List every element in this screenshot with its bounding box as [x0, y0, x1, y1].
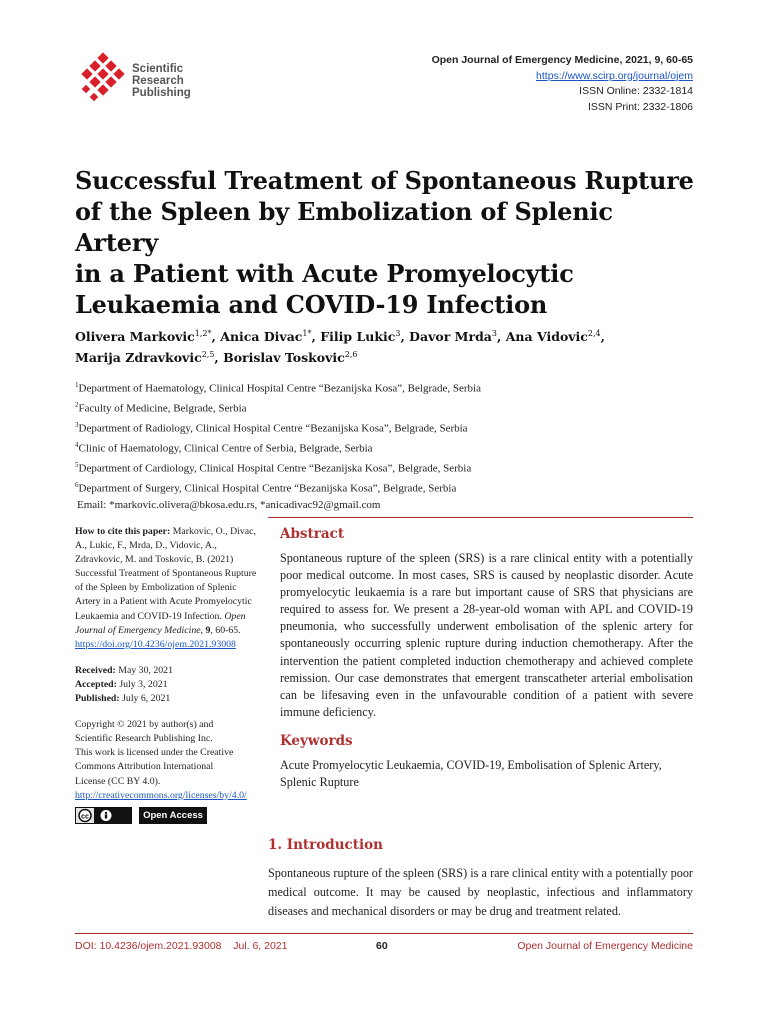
received-label: Received:	[75, 664, 116, 676]
title-line: Successful Treatment of Spontaneous Rupture	[75, 166, 694, 195]
author-list	[75, 325, 695, 367]
svg-text:cc: cc	[81, 813, 89, 821]
introduction-text: Spontaneous rupture of the spleen (SRS) is a rare clinical entity with a potentially poor medical outcome. It may be caused by neoplastic, infectious and inflammatory diseases and mechanical disorders or may be drug and treatment related.	[268, 866, 693, 918]
issn-online: ISSN Online: 2332-1814	[579, 85, 693, 97]
citation-volume: 9	[205, 624, 211, 636]
title-line: Leukaemia and COVID-19 Infection	[75, 290, 548, 319]
citation-text: Markovic, O., Divac, A., Lukic, F., Mrda, D., Vidovic, A., Zdravkovic, M. and Toskovic, B. (2021) Successful Treatment of Spontaneous Rupture of the Spleen by Embolization of Splenic Artery in a Patient with Acute Promyelocytic Leukaemia and COVID-19 Infection.	[75, 526, 257, 622]
author-separator: ,	[214, 350, 224, 366]
keywords-text: Acute Promyelocytic Leukaemia, COVID-19, Embolisation of Splenic Artery, Splenic Rupture	[280, 757, 662, 790]
paper-title	[75, 165, 695, 320]
license-badges	[75, 807, 262, 825]
abstract-text: Spontaneous rupture of the spleen (SRS) is a rare clinical entity with a potentially poor medical outcome. In most cases, SRS is caused by neoplastic disorder. Acute promyelocytic leukaemia is a rare but important cause of SRS that physicians are required to assess for. We present a 28-year-old woman with APL and COVID-19 pneumonia, who successfully underwent embolisation of the splenic artery for spontaneously occurring splenic rupture during induction chemotherapy. After the intervention the patient completed induction chemotherapy and achieved complete remission. Our case demonstrates that emergent transcatheter arterial embolisation can be lifesaving even in the unfavourable condition of a patient with severe immune deficiency.	[280, 551, 693, 719]
cc-by-icon	[76, 808, 131, 823]
copyright-block	[75, 718, 262, 825]
section-divider	[268, 517, 693, 518]
citation-doi-link[interactable]: https://doi.org/10.4236/ojem.2021.93008	[75, 638, 236, 650]
title-line: of the Spleen by Embolization of Splenic Artery	[75, 197, 613, 257]
affiliation-text: Clinic of Haematology, Clinical Centre of Serbia, Belgrade, Serbia	[78, 442, 373, 455]
affiliation-number: 5	[75, 460, 79, 469]
author-separator: ,	[400, 329, 410, 345]
abstract-heading: Abstract	[280, 526, 345, 542]
received-date	[75, 664, 262, 678]
published-date	[75, 692, 262, 706]
copyright-line: This work is licensed under the Creative	[75, 747, 234, 759]
corresponding-email: Email: *markovic.olivera@bkosa.edu.rs, *anicadivac92@gmail.com	[77, 498, 381, 511]
introduction-section	[268, 835, 693, 921]
affiliation-item	[75, 377, 695, 397]
citation-block: How to cite this paper: Markovic, O., Divac, A., Lukic, F., Mrda, D., Vidovic, A., Zdravkovic, M. and Toskovic, B. (2021) Successful Treatment of Spontaneous Rupture of the Spleen by Embolization of Splenic Artery in a Patient with Acute Promyelocytic Leukaemia and COVID-19 Infection. Open Journal of Emergency Medicine, 9, 60-65. https://doi.org/10.4236/ojem.2021.93008	[75, 526, 257, 650]
license-link[interactable]: http://creativecommons.org/licenses/by/4.0/	[75, 789, 247, 801]
footer-divider	[75, 933, 693, 934]
author-affiliation-mark: 2,4	[587, 329, 601, 338]
author-line	[75, 325, 695, 346]
publisher-name-line: Scientific	[132, 63, 184, 75]
affiliation-item	[75, 417, 695, 437]
author-name: Olivera Markovic	[75, 329, 195, 345]
publisher-name	[132, 63, 191, 99]
title-line: in a Patient with Acute Promyelocytic	[75, 259, 574, 288]
footer-journal: Open Journal of Emergency Medicine	[517, 940, 693, 952]
affiliation-text: Department of Radiology, Clinical Hospital Centre “Bezanijska Kosa”, Belgrade, Serbia	[78, 422, 468, 435]
author-separator: ,	[600, 329, 605, 345]
affiliation-text: Department of Cardiology, Clinical Hospital Centre “Bezanijska Kosa”, Belgrade, Serbia	[78, 462, 472, 475]
publisher-logo	[77, 52, 207, 112]
affiliation-number: 1	[75, 381, 79, 389]
journal-citation: Open Journal of Emergency Medicine, 2021, 9, 60-65	[431, 54, 693, 66]
author-affiliation-mark: 1*	[302, 329, 312, 338]
author-name: Ana Vidovic	[505, 329, 588, 345]
published-value: July 6, 2021	[122, 693, 171, 705]
citation-journal: Open Journal of Emergency Medicine	[75, 610, 246, 636]
author-affiliation-mark: 2,6	[344, 350, 358, 360]
author-separator: ,	[311, 329, 321, 345]
journal-url-link[interactable]: https://www.scirp.org/journal/ojem	[536, 69, 693, 82]
citation-pages: , 60-65.	[210, 624, 241, 636]
publisher-name-line: Publishing	[132, 87, 191, 99]
dates-block	[75, 664, 262, 706]
affiliation-number: 3	[75, 420, 79, 429]
open-access-badge: Open Access	[139, 807, 207, 824]
affiliation-item	[75, 397, 695, 417]
affiliation-number: 4	[75, 440, 79, 449]
abstract-column	[280, 524, 693, 791]
accepted-label: Accepted:	[75, 678, 117, 690]
copyright-line: Scientific Research Publishing Inc.	[75, 733, 213, 745]
scirp-logo-icon	[77, 52, 129, 104]
introduction-heading: 1. Introduction	[268, 837, 383, 853]
author-affiliation-mark: 3	[491, 329, 498, 338]
affiliation-number: 2	[75, 400, 79, 409]
copyright-line: Commons Attribution International	[75, 761, 214, 773]
citation-label: How to cite this paper:	[75, 526, 171, 537]
author-name: Borislav Toskovic	[223, 350, 345, 366]
affiliation-text: Department of Haematology, Clinical Hospital Centre “Bezanijska Kosa”, Belgrade, Serbia	[78, 382, 481, 395]
author-affiliation-mark: 2,5	[201, 350, 215, 360]
author-name: Filip Lukic	[320, 329, 396, 345]
cc-by-badge-icon[interactable]	[75, 807, 132, 824]
affiliation-text: Faculty of Medicine, Belgrade, Serbia	[78, 402, 247, 415]
author-affiliation-mark: 3	[395, 329, 401, 338]
author-name: Anica Divac	[220, 329, 303, 345]
keywords-heading: Keywords	[280, 732, 353, 749]
affiliation-item	[75, 457, 695, 477]
affiliation-number: 6	[75, 480, 79, 489]
affiliation-item	[75, 437, 695, 457]
author-affiliation-mark: 1,2*	[194, 329, 212, 338]
accepted-value: July 3, 2021	[119, 678, 168, 690]
publisher-name-line: Research	[132, 75, 184, 87]
author-separator: ,	[211, 329, 221, 345]
author-name: Marija Zdravkovic	[75, 350, 202, 366]
footer-doi: DOI: 10.4236/ojem.2021.93008 Jul. 6, 2021	[75, 940, 288, 952]
copyright-line: Copyright © 2021 by author(s) and	[75, 719, 214, 731]
article-sidebar	[75, 525, 262, 825]
author-separator: ,	[497, 329, 506, 345]
affiliation-list	[75, 377, 695, 513]
published-label: Published:	[75, 693, 120, 705]
accepted-date	[75, 678, 262, 692]
affiliation-item	[75, 477, 695, 497]
author-name: Davor Mrda	[409, 329, 492, 345]
author-line	[75, 346, 695, 367]
page-number: 60	[376, 940, 388, 952]
copyright-line: License (CC BY 4.0).	[75, 775, 161, 787]
issn-print: ISSN Print: 2332-1806	[587, 100, 693, 113]
received-value: May 30, 2021	[118, 664, 173, 676]
affiliation-text: Department of Surgery, Clinical Hospital Centre “Bezanijska Kosa”, Belgrade, Serbia	[78, 482, 457, 495]
journal-info	[432, 53, 693, 115]
